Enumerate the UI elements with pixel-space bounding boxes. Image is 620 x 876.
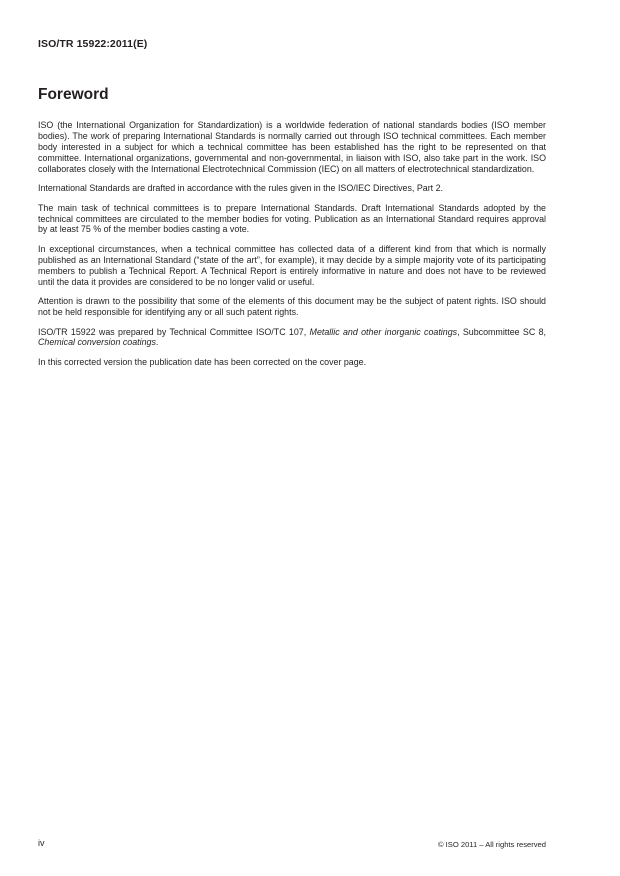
paragraph-main-task: The main task of technical committees is to prepare International Standards. Draft International Standards adopted by the technical committees are circulated to the member bodies for voting. Publication as an International Standard requires approval by at least 75 % of the member bodies casting a vote. <box>38 202 546 235</box>
prepared-by-text: ISO/TR 15922 was prepared by Technical Committee ISO/TC 107, <box>38 326 310 337</box>
prepared-by-text-2: , Subcommittee SC 8, <box>457 326 546 337</box>
foreword-body <box>38 120 546 376</box>
prepared-by-text-3: . <box>155 337 159 348</box>
copyright-notice: © ISO 2011 – All rights reserved <box>437 840 546 849</box>
page-number: iv <box>38 838 45 848</box>
paragraph-correction: In this corrected version the publication date has been corrected on the cover page. <box>38 356 367 367</box>
subcommittee-title: Chemical conversion coatings <box>38 337 156 348</box>
committee-title: Metallic and other inorganic coatings <box>309 326 458 337</box>
paragraph-prepared-by <box>38 327 546 349</box>
page-title: Foreword <box>38 86 109 103</box>
paragraph-iso-intro: ISO (the International Organization for Standardization) is a worldwide federation of national standards bodies (ISO member bodies). The work of preparing International Standards is normally carried out through ISO technical committees. Each member body interested in a subject for which a technical committee has been established has the right to be represented on that committee. International organizations, governmental and non-governmental, in liaison with ISO, also take part in the work. ISO collaborates closely with the International Electrotechnical Commission (IEC) on all matters of electrotechnical standardization. <box>38 120 546 174</box>
paragraph-exceptional: In exceptional circumstances, when a technical committee has collected data of a different kind from that which is normally published as an International Standard (“state of the art”, for example), it may decide by a simple majority vote of its participating members to publish a Technical Report. A Technical Report is entirely informative in nature and does not have to be reviewed until the data it provides are considered to be no longer valid or useful. <box>38 243 546 287</box>
document-reference: ISO/TR 15922:2011(E) <box>38 38 148 50</box>
paragraph-patent: Attention is drawn to the possibility that some of the elements of this document may be the subject of patent rights. ISO should not be held responsible for identifying any or all such patent rights. <box>38 296 546 318</box>
paragraph-directives: International Standards are drafted in accordance with the rules given in the ISO/IEC Directives, Part 2. <box>38 183 444 194</box>
